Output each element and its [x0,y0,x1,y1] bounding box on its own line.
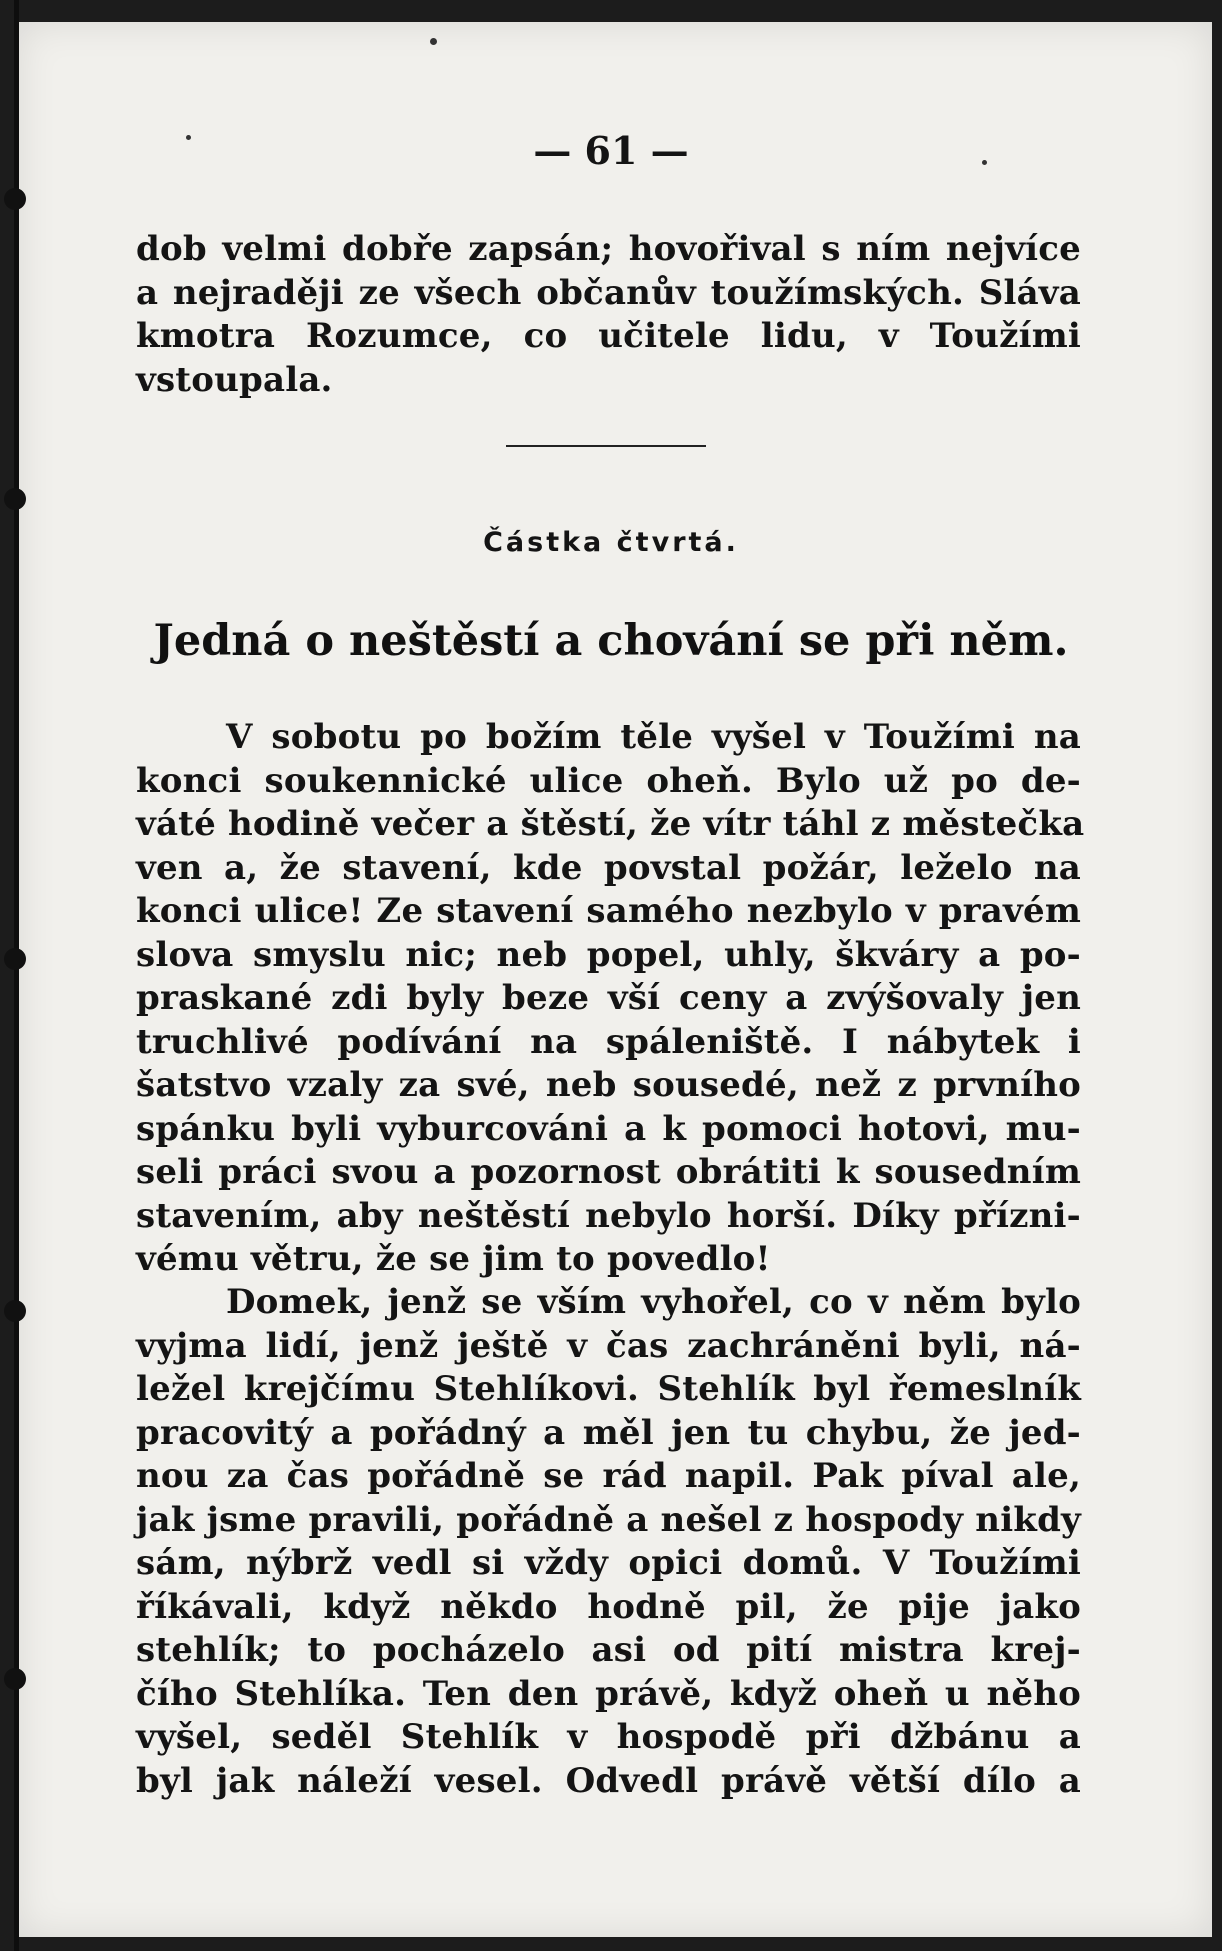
text-line: Domek, jenž se vším vyhořel, co v něm bylo [226,1282,1081,1322]
text-line: vstoupala. [136,359,333,400]
text-line: truchlivé podívání na spáleniště. I nábytek i [136,1021,1081,1062]
text-line: šatstvo vzaly za své, neb sousedé, než z prvního [136,1065,1081,1105]
paragraph-1 [136,716,1085,1282]
text-line: ležel krejčímu Stehlíkovi. Stehlík byl řemeslník [136,1369,1081,1409]
print-speck [430,38,437,45]
text-line: nou za čas pořádně se rád napil. Pak píval ale, [136,1456,1081,1496]
binding-edge [14,0,19,1951]
part-heading: Částka čtvrtá. [483,527,739,558]
binding-hole-mark [4,948,26,970]
text-line: pracovitý a pořádný a měl jen tu chybu, že jed- [136,1412,1081,1453]
paragraph-2 [136,1281,1081,1803]
text-line: jak jsme pravili, pořádně a nešel z hospody nikdy [136,1499,1081,1540]
text-line: seli práci svou a pozornost obrátiti k sousedním [136,1152,1081,1192]
text-line: vému větru, že se jim to povedlo! [136,1239,771,1279]
binding-hole-mark [4,488,26,510]
chapter-title: Jedná o neštěstí a chování se při něm. [153,616,1069,666]
text-line: konci ulice! Ze stavení samého nezbylo v pravém [136,891,1081,931]
text-line: čího Stehlíka. Ten den právě, když oheň u něho [136,1673,1081,1714]
text-line: váté hodině večer a štěstí, že vítr táhl z městečka [136,804,1085,844]
text-line: byl jak náleží vesel. Odvedl právě větší dílo a [136,1760,1081,1801]
text-line: slova smyslu nic; neb popel, uhly, škváry a po- [136,934,1081,975]
text-line: konci soukennické ulice oheň. Bylo už po de- [136,760,1081,801]
binding-hole-mark [4,1668,26,1690]
text-line: stehlík; to pocházelo asi od pití mistra krej- [136,1630,1081,1670]
page-number: — 61 — [533,128,689,173]
text-line: říkávali, když někdo hodně pil, že pije jako [136,1586,1081,1627]
text-line: V sobotu po božím těle vyšel v Toužími na [226,717,1081,757]
text-line: a nejraději ze všech občanův toužímských. Sláva [136,272,1081,313]
text-line: ven a, že stavení, kde povstal požár, leželo na [136,847,1081,888]
binding-hole-mark [4,188,26,210]
text-line: kmotra Rozumce, co učitele lidu, v Toužími [136,316,1081,356]
text-line: sám, nýbrž vedl si vždy opici domů. V Toužími [136,1543,1081,1583]
text-line: praskané zdi byly beze vší ceny a zvýšovaly jen [136,978,1081,1018]
section-divider [506,445,706,447]
text-line: vyšel, seděl Stehlík v hospodě při džbánu a [136,1717,1081,1757]
carryover-paragraph [136,228,1081,402]
text-line: vyjma lidí, jenž ještě v čas zachráněni byli, ná- [136,1325,1081,1366]
text-line: spánku byli vyburcováni a k pomoci hotovi, mu- [136,1108,1081,1149]
binding-hole-mark [4,1300,26,1322]
text-line: dob velmi dobře zapsán; hovořival s ním nejvíce [136,229,1081,269]
text-line: stavením, aby neštěstí nebylo horší. Díky přízni- [136,1195,1081,1236]
